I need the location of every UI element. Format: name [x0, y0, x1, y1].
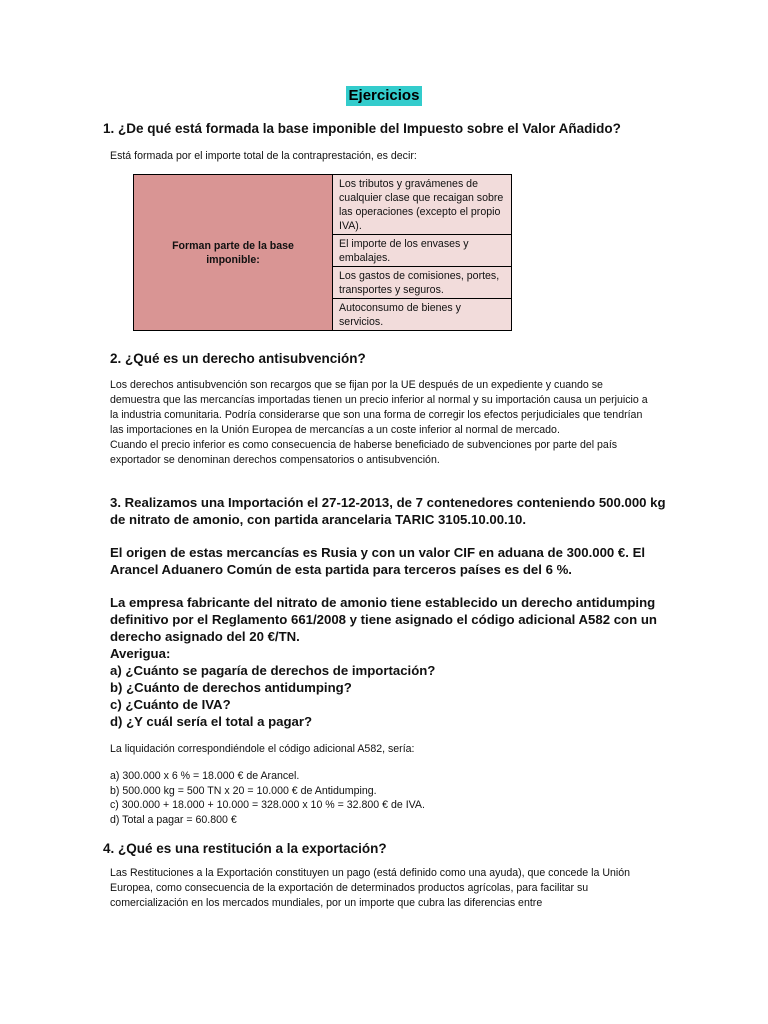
table-left-heading: Forman parte de la base imponible: [134, 175, 333, 331]
table-item: El importe de los envases y embalajes. [333, 235, 512, 267]
question-1-intro: Está formada por el importe total de la contraprestación, es decir: [110, 150, 417, 162]
title-wrap [0, 86, 768, 106]
base-imponible-table [133, 174, 512, 331]
calculation-line: c) 300.000 + 18.000 + 10.000 = 328.000 x 10 % = 32.800 € de IVA. [110, 799, 425, 811]
paragraph: Cuando el precio inferior es como consecuencia de haberse beneficiado de subvenciones por parte del país exportador se denominan derechos compensatorios o antisubvención. [110, 439, 618, 466]
question-3-origin: El origen de estas mercancías es Rusia y con un valor CIF en aduana de 300.000 €. El Arancel Aduanero Común de esta partida para terceros países es del 6 %. [110, 545, 646, 577]
sub-question: b) ¿Cuánto de derechos antidumping? [110, 680, 352, 695]
averigua-label: Averigua: [110, 646, 171, 661]
calculation-line: d) Total a pagar = 60.800 € [110, 813, 237, 826]
calculation-line: a) 300.000 x 6 % = 18.000 € de Arancel. [110, 770, 300, 782]
table-item: Los gastos de comisiones, portes, transportes y seguros. [333, 267, 512, 299]
calculation-list [110, 769, 425, 827]
calculation-line: b) 500.000 kg = 500 TN x 20 = 10.000 € de Antidumping. [110, 784, 377, 797]
sub-question: d) ¿Y cuál sería el total a pagar? [110, 714, 313, 729]
question-3-antidumping: La empresa fabricante del nitrato de amonio tiene establecido un derecho antidumping definitivo por el Reglamento 661/2008 y tiene asignado el código adicional A582 con un derecho asignado del 20 €/TN. [110, 595, 657, 644]
question-2: 2. ¿Qué es un derecho antisubvención? [110, 351, 366, 366]
sub-question: a) ¿Cuánto se pagaría de derechos de importación? [110, 663, 436, 678]
question-3-statement: 3. Realizamos una Importación el 27-12-2013, de 7 contenedores conteniendo 500.000 kg de nitrato de amonio, con partida arancelaria TARIC 3105.10.00.10. [110, 495, 666, 527]
question-2-answer [110, 378, 655, 468]
page-title: Ejercicios [346, 86, 423, 106]
paragraph: Los derechos antisubvención son recargos que se fijan por la UE después de un expediente y cuando se demuestra que las mercancías importadas tienen un precio inferior al normal y su importación causa un perjuicio a la industria comunitaria. Podría considerarse que son una forma de corregir los efectos perjudiciales que tendrían las importaciones en la Unión Europea de mercancías a un coste inferior al normal de mercado. [110, 379, 648, 436]
question-4-answer: Las Restituciones a la Exportación constituyen un pago (está definido como una ayuda), que concede la Unión Europea, como consecuencia de la exportación de determinados productos agrícolas, para facilitar su comercialización en los mercados mundiales, por un importe que cubra las diferencias entre [110, 867, 631, 909]
sub-question: c) ¿Cuánto de IVA? [110, 697, 231, 712]
question-4: 4. ¿Qué es una restitución a la exportación? [103, 841, 387, 856]
question-3 [110, 494, 670, 661]
table-item: Autoconsumo de bienes y servicios. [333, 299, 512, 331]
liquidacion-text: La liquidación correspondiéndole el código adicional A582, sería: [110, 743, 415, 755]
question-1: 1. ¿De qué está formada la base imponible del Impuesto sobre el Valor Añadido? [103, 121, 621, 136]
averigua-block [110, 645, 435, 730]
table-item: Los tributos y gravámenes de cualquier clase que recaigan sobre las operaciones (excepto el propio IVA). [333, 175, 512, 235]
